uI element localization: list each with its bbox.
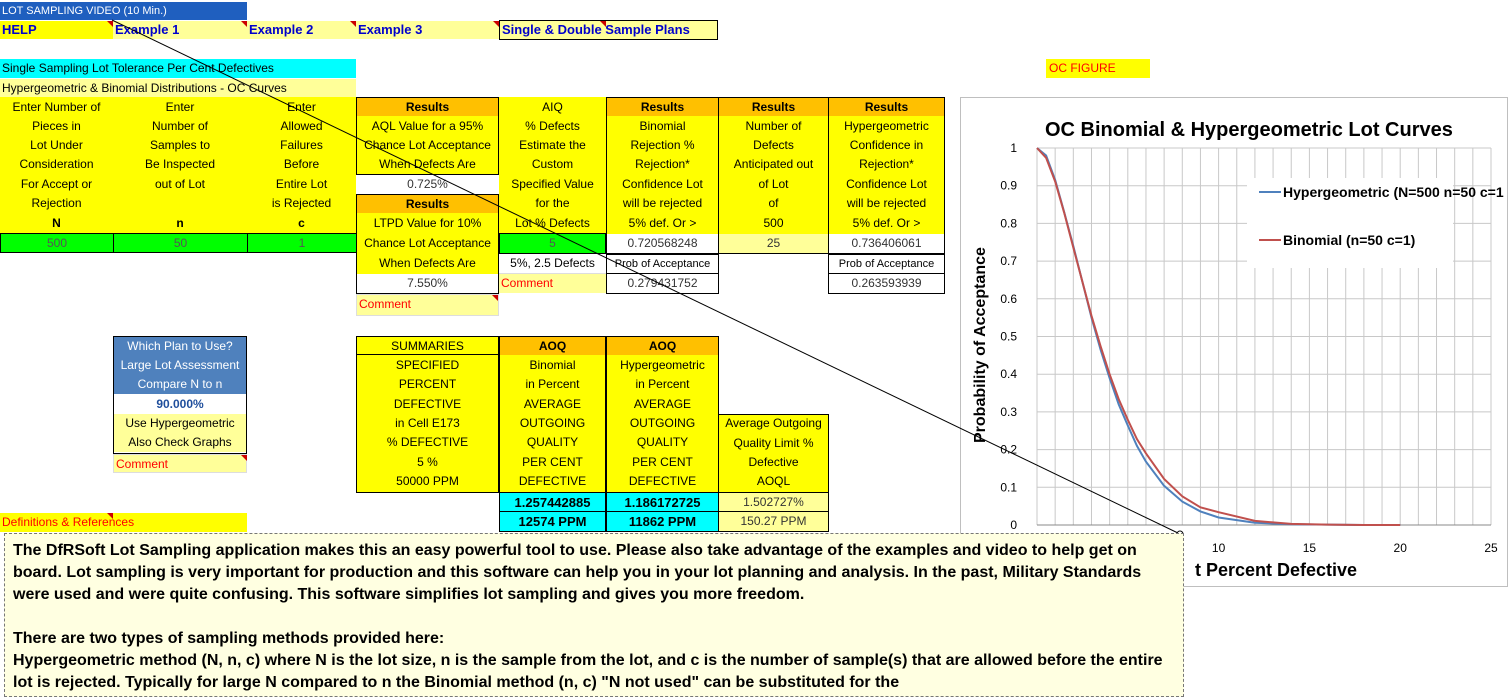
- ltpd-label: LTPD Value for 10%: [373, 216, 482, 230]
- lot-size-input[interactable]: 500: [0, 233, 114, 253]
- input-label: Be Inspected: [144, 157, 216, 171]
- hyper-label: Rejection*: [859, 157, 914, 171]
- y-tick-label: 0.4: [1000, 367, 1017, 382]
- ltpd-value: 7.550%: [357, 274, 498, 293]
- input-label: Allowed: [280, 119, 323, 133]
- sheet-title: Single Sampling Lot Tolerance Per Cent Defectives: [0, 59, 356, 78]
- memo-paragraph: Hypergeometric method (N, n, c) where N is the lot size, n is the sample from the lot, and c is the number of sample(s) that are allowed before the entire lot is rejected. Typically for large N compared to n the Binomial method (n, c) "N not used" can be substituted for the: [13, 652, 1163, 691]
- example3-link[interactable]: Example 3: [356, 21, 499, 39]
- input-label-N: N: [52, 216, 61, 230]
- defects-label: of: [768, 196, 779, 210]
- video-link[interactable]: LOT SAMPLING VIDEO (10 Min.): [0, 2, 247, 20]
- y-tick-label: 0.2: [1000, 442, 1017, 457]
- aoq-hyper-header: AOQ: [607, 337, 718, 355]
- aoql-label: Defective: [748, 455, 799, 469]
- aql-label: AQL Value for a 95%: [371, 119, 484, 133]
- aoql-label: Quality Limit %: [733, 436, 814, 450]
- ltpd-comment[interactable]: Comment: [356, 294, 499, 316]
- input-label: Entire Lot: [275, 177, 328, 191]
- y-tick-label: 0.8: [1000, 216, 1017, 231]
- aiq-label: for the: [535, 196, 570, 210]
- x-tick-label: 25: [1484, 541, 1498, 555]
- x-tick-label: 10: [1211, 541, 1226, 555]
- input-label: Before: [283, 157, 320, 171]
- summaries-label: SPECIFIED: [395, 358, 460, 372]
- aiq-label: Custom: [531, 157, 574, 171]
- summaries-label: PERCENT: [398, 377, 457, 391]
- input-label: Failures: [280, 138, 323, 152]
- help-link[interactable]: HELP: [0, 21, 113, 39]
- defects-label: Anticipated out: [733, 157, 814, 171]
- y-tick-label: 0.6: [1000, 291, 1017, 306]
- aoql-label: AOQL: [756, 474, 791, 488]
- aoql-label: Average Outgoing: [725, 416, 822, 430]
- x-tick-label: 20: [1393, 541, 1407, 555]
- aiq-note: 5%, 2.5 Defects: [499, 254, 606, 274]
- defects-label: 500: [763, 216, 784, 230]
- aiq-label: Estimate the: [519, 138, 586, 152]
- aoq-binomial-label: QUALITY: [526, 435, 579, 449]
- input-label: Number of: [151, 119, 209, 133]
- sample-size-input[interactable]: 50: [113, 233, 248, 253]
- aoq-binomial-label: Binomial: [529, 358, 576, 372]
- example1-link[interactable]: Example 1: [113, 21, 247, 39]
- aoq-hyper-label: Hypergeometric: [620, 358, 705, 372]
- aql-label: When Defects Are: [379, 157, 476, 171]
- aoq-hyper-label: OUTGOING: [629, 416, 696, 430]
- hyper-label: Confidence Lot: [846, 177, 927, 191]
- input-label: Rejection: [31, 196, 82, 210]
- memo-paragraph: The DfRSoft Lot Sampling application makes this an easy powerful tool to use. Please also take advantage of the examples and video to help get on board. Lot sampling is very important for production and this software can help you in your lot planning and analysis. In the past, Military Standards were used and were quite confusing. This software simplifies lot sampling and gives you more freedom.: [13, 542, 1142, 603]
- example2-link[interactable]: Example 2: [247, 21, 356, 39]
- y-tick-label: 0.5: [1000, 329, 1017, 344]
- description-comment-box[interactable]: [4, 533, 1184, 697]
- input-label: Enter: [287, 100, 316, 114]
- defects-label: Defects: [753, 138, 794, 152]
- hyper-label: will be rejected: [846, 196, 927, 210]
- aoq-hyper-label: PER CENT: [632, 455, 693, 469]
- input-label-n: n: [176, 216, 184, 230]
- y-tick-label: 0.1: [1000, 480, 1017, 495]
- aiq-label: % Defects: [525, 119, 580, 133]
- input-label-c: c: [298, 216, 305, 230]
- aoq-binomial-value: 1.257442885: [499, 492, 606, 512]
- input-label: Enter Number of: [12, 100, 101, 114]
- allowed-failures-input[interactable]: 1: [247, 233, 357, 253]
- plan-label: Compare N to n: [114, 375, 246, 394]
- binomial-label: Confidence Lot: [622, 177, 703, 191]
- summaries-label: DEFECTIVE: [393, 397, 462, 411]
- binomial-prob-value: 0.279431752: [606, 273, 719, 294]
- binomial-label: 5% def. Or >: [628, 216, 697, 230]
- input-label: Enter: [165, 100, 195, 114]
- input-label: For Accept or: [20, 177, 93, 191]
- sheet-subtitle: Hypergeometric & Binomial Distributions - OC Curves: [0, 79, 356, 97]
- ltpd-label: Chance Lot Acceptance: [364, 236, 491, 250]
- summaries-label: % DEFECTIVE: [386, 435, 469, 449]
- input-label: Samples to: [149, 138, 211, 152]
- aoq-binomial-ppm: 12574 PPM: [499, 511, 606, 532]
- aiq-comment[interactable]: Comment: [499, 274, 606, 293]
- y-tick-label: 0.9: [1000, 178, 1017, 193]
- defects-value: 25: [719, 234, 828, 253]
- aiq-label: AIQ: [542, 100, 563, 114]
- defects-label: of Lot: [758, 177, 789, 191]
- aoq-hyper-label: AVERAGE: [633, 397, 692, 411]
- aql-value: 0.725%: [357, 175, 498, 194]
- defects-header: Results: [719, 98, 828, 116]
- aoq-binomial-label: AVERAGE: [523, 397, 582, 411]
- aoq-binomial-label: in Percent: [525, 377, 580, 391]
- aoq-hyper-label: DEFECTIVE: [628, 474, 697, 488]
- binomial-header: Results: [607, 98, 718, 116]
- binomial-label: Rejection*: [635, 157, 690, 171]
- aql-header: Results: [357, 98, 498, 116]
- aoql-value: 1.502727%: [718, 492, 829, 512]
- aiq-label: Lot % Defects: [515, 216, 590, 230]
- ltpd-label: When Defects Are: [379, 256, 476, 270]
- aoq-hyper-value: 1.186172725: [606, 492, 719, 512]
- y-tick-label: 0.3: [1000, 404, 1017, 419]
- input-label: out of Lot: [154, 177, 206, 191]
- input-label: Pieces in: [32, 119, 81, 133]
- aoq-hyper-ppm: 11862 PPM: [606, 511, 719, 532]
- y-tick-label: 0: [1010, 518, 1017, 532]
- x-tick-label: 15: [1302, 541, 1317, 555]
- legend-label-hyper: Hypergeometric (N=500 n=50 c=1: [1283, 184, 1504, 200]
- hyper-prob-label: Prob of Acceptance: [828, 254, 945, 274]
- aoq-binomial-header: AOQ: [500, 337, 605, 355]
- input-label: Lot Under: [30, 138, 83, 152]
- legend-label-binomial: Binomial (n=50 c=1): [1283, 232, 1416, 248]
- plan-comment[interactable]: Comment: [113, 454, 247, 473]
- hyper-header: Results: [829, 98, 944, 116]
- aoq-hyper-label: QUALITY: [636, 435, 689, 449]
- summaries-header: SUMMARIES: [357, 337, 498, 355]
- plan-recommendation: Use Hypergeometric: [114, 414, 246, 433]
- summaries-label: 5 %: [417, 455, 438, 469]
- y-tick-label: 0.7: [1000, 254, 1017, 269]
- binomial-label: will be rejected: [622, 196, 703, 210]
- hyper-label: Hypergeometric: [844, 119, 929, 133]
- input-label: Consideration: [19, 157, 94, 171]
- oc-figure-label: OC FIGURE: [1046, 59, 1150, 78]
- plan-ratio-value: 90.000%: [156, 397, 204, 411]
- summaries-label: in Cell E173: [395, 416, 460, 430]
- memo-paragraph: There are two types of sampling methods provided here:: [13, 630, 445, 647]
- plan-recommendation: Also Check Graphs: [114, 433, 246, 452]
- aiq-input[interactable]: 5: [499, 233, 606, 254]
- hyper-label: Confidence in: [849, 138, 924, 152]
- input-label: is Rejected: [271, 196, 332, 210]
- aoq-binomial-label: DEFECTIVE: [518, 474, 587, 488]
- binomial-label: Binomial: [639, 119, 686, 133]
- y-tick-label: 1: [1010, 141, 1017, 155]
- chart-x-axis-label: t Percent Defective: [1195, 560, 1358, 580]
- aoq-binomial-label: OUTGOING: [519, 416, 586, 430]
- binomial-value: 0.720568248: [607, 234, 718, 253]
- sample-plans-link[interactable]: Single & Double Sample Plans: [499, 20, 718, 40]
- aiq-label: Specified Value: [511, 177, 594, 191]
- summaries-label: 50000 PPM: [396, 474, 459, 488]
- hyper-label: 5% def. Or >: [852, 216, 921, 230]
- hyper-prob-value: 0.263593939: [828, 273, 945, 294]
- aoq-hyper-label: in Percent: [635, 377, 690, 391]
- plan-label: Large Lot Assessment: [114, 356, 246, 375]
- chart-title: OC Binomial & Hypergeometric Lot Curves: [1045, 119, 1453, 141]
- aoq-binomial-label: PER CENT: [522, 455, 583, 469]
- aoql-ppm: 150.27 PPM: [718, 511, 829, 532]
- plan-label: Which Plan to Use?: [114, 337, 246, 356]
- binomial-prob-label: Prob of Acceptance: [606, 254, 719, 274]
- hyper-value: 0.736406061: [829, 234, 944, 253]
- chart-y-axis-label: Probability of Acceptance: [972, 247, 989, 443]
- binomial-label: Rejection %: [630, 138, 695, 152]
- definitions-link[interactable]: Definitions & References: [0, 513, 247, 532]
- ltpd-header: Results: [357, 195, 498, 213]
- aql-label: Chance Lot Acceptance: [364, 138, 491, 152]
- defects-label: Number of: [745, 119, 802, 133]
